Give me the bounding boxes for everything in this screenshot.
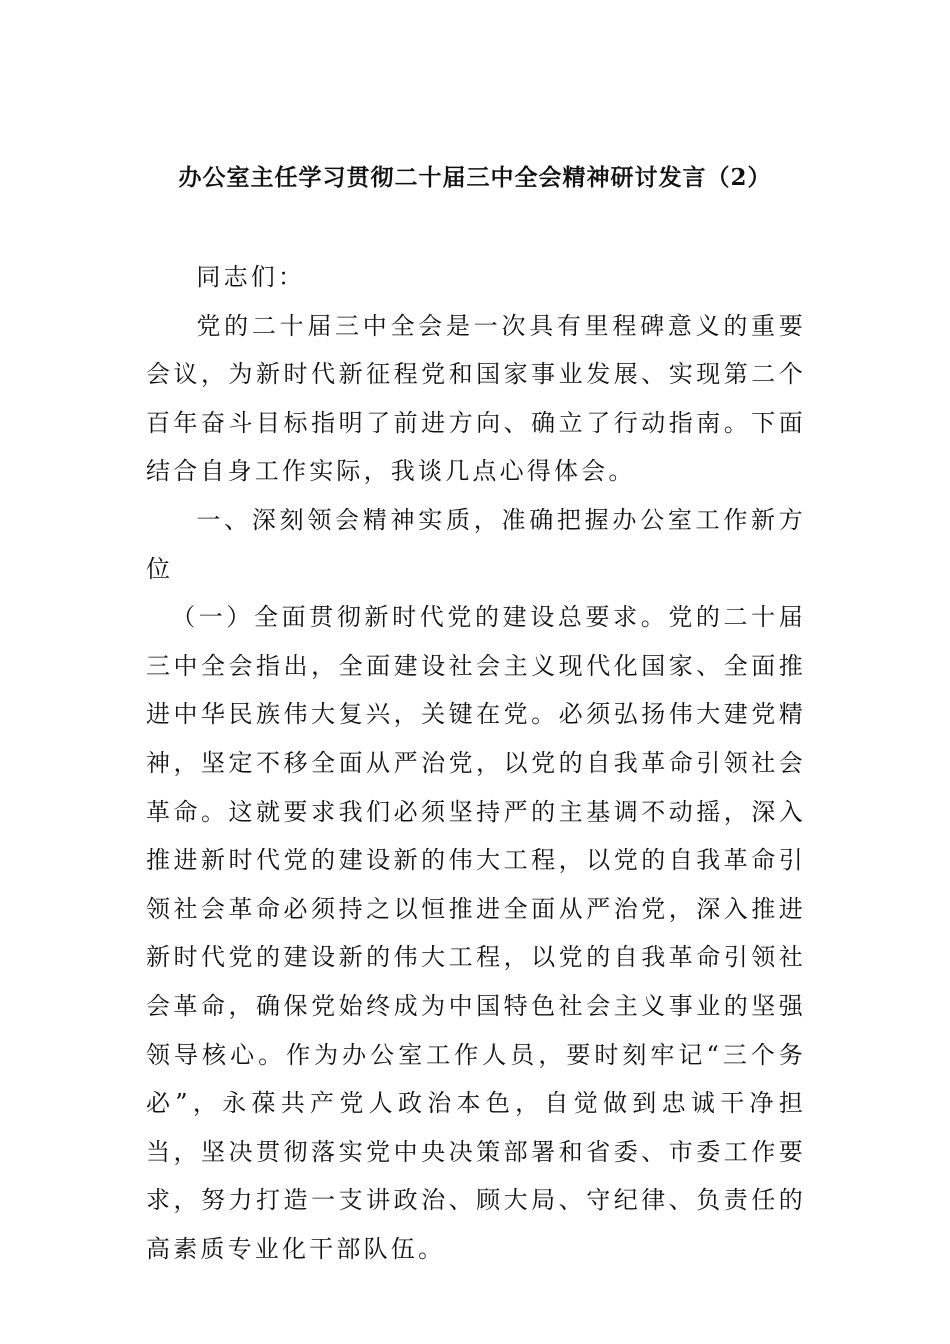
document-title: 办公室主任学习贯彻二十届三中全会精神研讨发言（2） bbox=[178, 164, 772, 191]
intro-paragraph: 党的二十届三中全会是一次具有里程碑意义的重要会议，为新时代新征程党和国家事业发展、实现第二个百年奋斗目标指明了前进方向、确立了行动指南。下面结合自身工作实际，我谈几点心得体会。 bbox=[146, 311, 806, 486]
subsection-paragraph: （一）全面贯彻新时代党的建设总要求。党的二十届三中全会指出，全面建设社会主义现代化国家、全面推进中华民族伟大复兴，关键在党。必须弘扬伟大建党精神，坚定不移全面从严治党，以党的自我革命引领社会革命。这就要求我们必须坚持严的主基调不动摇，深入推进新时代党的建设新的伟大工程，以党的自我革命引领社会革命必须持之以恒推进全面从严治党，深入推进新时代党的建设新的伟大工程，以党的自我革命引领社会革命，确保党始终成为中国特色社会主义事业的坚强领导核心。作为办公室工作人员，要时刻牢记“三个务必”，永葆共产党人政治本色，自觉做到忠诚干净担当，坚决贯彻落实党中央决策部署和省委、市委工作要求，努力打造一支讲政治、顾大局、守纪律、负责任的高素质专业化干部队伍。 bbox=[146, 603, 806, 1263]
section-heading: 一、深刻领会精神实质，准确把握办公室工作新方位 bbox=[146, 505, 806, 583]
salutation: 同志们： bbox=[196, 263, 306, 291]
document-body bbox=[146, 253, 806, 1273]
